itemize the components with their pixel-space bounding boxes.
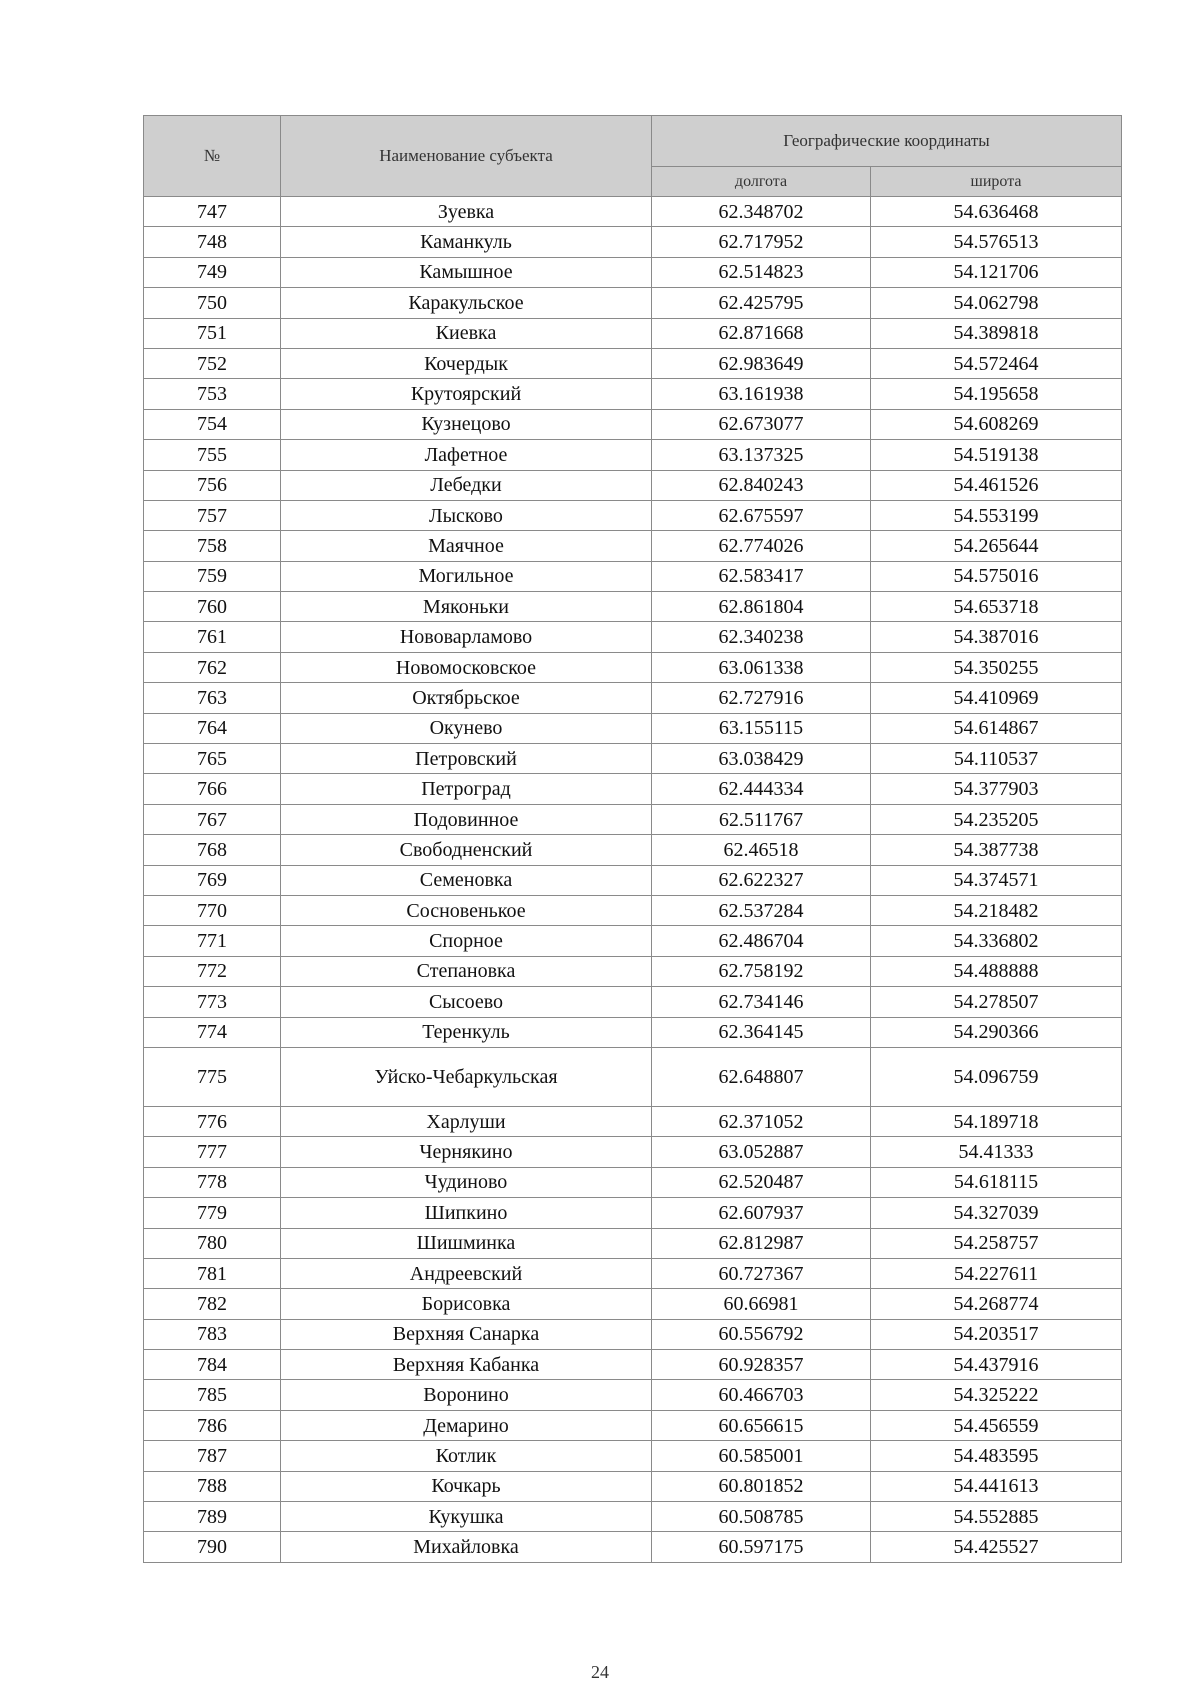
cell-longitude: 62.983649 [652, 348, 871, 378]
cell-number: 758 [144, 531, 281, 561]
cell-longitude: 62.758192 [652, 956, 871, 986]
cell-subject-name: Мяконьки [281, 592, 652, 622]
cell-latitude: 54.608269 [871, 409, 1122, 439]
cell-longitude: 62.340238 [652, 622, 871, 652]
cell-longitude: 62.774026 [652, 531, 871, 561]
cell-latitude: 54.410969 [871, 683, 1122, 713]
cell-subject-name: Октябрьское [281, 683, 652, 713]
table-row [144, 1319, 1122, 1349]
cell-latitude: 54.461526 [871, 470, 1122, 500]
cell-number: 781 [144, 1258, 281, 1288]
table-row [144, 592, 1122, 622]
cell-subject-name: Лафетное [281, 440, 652, 470]
table-row [144, 622, 1122, 652]
cell-subject-name: Петроград [281, 774, 652, 804]
cell-latitude: 54.618115 [871, 1167, 1122, 1197]
cell-longitude: 62.486704 [652, 926, 871, 956]
cell-latitude: 54.41333 [871, 1137, 1122, 1167]
cell-subject-name: Шипкино [281, 1198, 652, 1228]
table-row [144, 835, 1122, 865]
table-body [144, 197, 1122, 1563]
cell-subject-name: Петровский [281, 744, 652, 774]
cell-latitude: 54.653718 [871, 592, 1122, 622]
cell-latitude: 54.227611 [871, 1258, 1122, 1288]
cell-latitude: 54.488888 [871, 956, 1122, 986]
cell-latitude: 54.268774 [871, 1289, 1122, 1319]
cell-latitude: 54.218482 [871, 895, 1122, 925]
cell-latitude: 54.336802 [871, 926, 1122, 956]
cell-longitude: 62.511767 [652, 804, 871, 834]
table-row [144, 318, 1122, 348]
table-row [144, 197, 1122, 227]
table-row [144, 1167, 1122, 1197]
cell-subject-name: Каманкуль [281, 227, 652, 257]
cell-subject-name: Камышное [281, 257, 652, 287]
cell-longitude: 63.038429 [652, 744, 871, 774]
cell-number: 770 [144, 895, 281, 925]
cell-subject-name: Воронино [281, 1380, 652, 1410]
cell-number: 759 [144, 561, 281, 591]
cell-latitude: 54.614867 [871, 713, 1122, 743]
cell-subject-name: Каракульское [281, 288, 652, 318]
cell-latitude: 54.203517 [871, 1319, 1122, 1349]
cell-subject-name: Подовинное [281, 804, 652, 834]
cell-subject-name: Крутоярский [281, 379, 652, 409]
table-row [144, 683, 1122, 713]
cell-number: 747 [144, 197, 281, 227]
cell-latitude: 54.387738 [871, 835, 1122, 865]
cell-number: 748 [144, 227, 281, 257]
cell-number: 789 [144, 1502, 281, 1532]
header-subject-name: Наименование субъекта [281, 116, 652, 197]
cell-number: 749 [144, 257, 281, 287]
cell-subject-name: Сысоево [281, 987, 652, 1017]
table-row [144, 1350, 1122, 1380]
cell-latitude: 54.441613 [871, 1471, 1122, 1501]
table-row [144, 1258, 1122, 1288]
table-row [144, 409, 1122, 439]
cell-number: 775 [144, 1047, 281, 1106]
cell-longitude: 62.537284 [652, 895, 871, 925]
cell-latitude: 54.195658 [871, 379, 1122, 409]
table-row [144, 865, 1122, 895]
cell-latitude: 54.387016 [871, 622, 1122, 652]
table-row [144, 1380, 1122, 1410]
table-row [144, 1410, 1122, 1440]
cell-number: 787 [144, 1441, 281, 1471]
header-geo-coordinates: Географические координаты [652, 116, 1122, 167]
table-row [144, 1017, 1122, 1047]
coordinates-table [143, 115, 1122, 1563]
table-row [144, 379, 1122, 409]
table-row [144, 257, 1122, 287]
cell-subject-name: Зуевка [281, 197, 652, 227]
table-row [144, 1106, 1122, 1136]
cell-longitude: 63.061338 [652, 652, 871, 682]
cell-latitude: 54.483595 [871, 1441, 1122, 1471]
cell-number: 778 [144, 1167, 281, 1197]
cell-number: 790 [144, 1532, 281, 1562]
cell-longitude: 62.717952 [652, 227, 871, 257]
cell-longitude: 62.734146 [652, 987, 871, 1017]
table-header [144, 116, 1122, 197]
cell-longitude: 63.155115 [652, 713, 871, 743]
cell-subject-name: Борисовка [281, 1289, 652, 1319]
cell-number: 763 [144, 683, 281, 713]
cell-latitude: 54.235205 [871, 804, 1122, 834]
table-row [144, 470, 1122, 500]
cell-number: 761 [144, 622, 281, 652]
cell-longitude: 62.444334 [652, 774, 871, 804]
cell-longitude: 60.727367 [652, 1258, 871, 1288]
cell-latitude: 54.377903 [871, 774, 1122, 804]
cell-longitude: 62.727916 [652, 683, 871, 713]
table-row [144, 956, 1122, 986]
cell-latitude: 54.327039 [871, 1198, 1122, 1228]
cell-number: 762 [144, 652, 281, 682]
cell-number: 774 [144, 1017, 281, 1047]
cell-longitude: 62.371052 [652, 1106, 871, 1136]
cell-subject-name: Кочкарь [281, 1471, 652, 1501]
cell-longitude: 63.137325 [652, 440, 871, 470]
cell-longitude: 62.840243 [652, 470, 871, 500]
cell-latitude: 54.552885 [871, 1502, 1122, 1532]
table-row [144, 804, 1122, 834]
table-row [144, 1047, 1122, 1106]
table-row [144, 1502, 1122, 1532]
cell-latitude: 54.576513 [871, 227, 1122, 257]
table-row [144, 348, 1122, 378]
cell-subject-name: Маячное [281, 531, 652, 561]
cell-subject-name: Чернякино [281, 1137, 652, 1167]
cell-subject-name: Свободненский [281, 835, 652, 865]
cell-latitude: 54.258757 [871, 1228, 1122, 1258]
cell-latitude: 54.110537 [871, 744, 1122, 774]
table-row [144, 1228, 1122, 1258]
table-row [144, 774, 1122, 804]
cell-longitude: 62.520487 [652, 1167, 871, 1197]
cell-number: 756 [144, 470, 281, 500]
cell-number: 765 [144, 744, 281, 774]
cell-number: 772 [144, 956, 281, 986]
cell-number: 785 [144, 1380, 281, 1410]
cell-number: 780 [144, 1228, 281, 1258]
table-row [144, 713, 1122, 743]
cell-longitude: 62.861804 [652, 592, 871, 622]
cell-number: 767 [144, 804, 281, 834]
cell-longitude: 62.583417 [652, 561, 871, 591]
table-row [144, 987, 1122, 1017]
table-row [144, 531, 1122, 561]
cell-longitude: 62.675597 [652, 500, 871, 530]
cell-subject-name: Могильное [281, 561, 652, 591]
cell-subject-name: Лебедки [281, 470, 652, 500]
cell-latitude: 54.575016 [871, 561, 1122, 591]
table-row [144, 500, 1122, 530]
cell-longitude: 60.928357 [652, 1350, 871, 1380]
table-row [144, 1198, 1122, 1228]
cell-latitude: 54.278507 [871, 987, 1122, 1017]
table-row [144, 1137, 1122, 1167]
cell-longitude: 60.508785 [652, 1502, 871, 1532]
cell-longitude: 63.052887 [652, 1137, 871, 1167]
cell-number: 777 [144, 1137, 281, 1167]
cell-latitude: 54.572464 [871, 348, 1122, 378]
header-number: № [144, 116, 281, 197]
cell-number: 755 [144, 440, 281, 470]
cell-number: 771 [144, 926, 281, 956]
cell-latitude: 54.121706 [871, 257, 1122, 287]
cell-subject-name: Степановка [281, 956, 652, 986]
cell-latitude: 54.553199 [871, 500, 1122, 530]
table-row [144, 1471, 1122, 1501]
cell-subject-name: Демарино [281, 1410, 652, 1440]
cell-latitude: 54.389818 [871, 318, 1122, 348]
cell-longitude: 60.585001 [652, 1441, 871, 1471]
cell-number: 768 [144, 835, 281, 865]
cell-longitude: 60.656615 [652, 1410, 871, 1440]
cell-subject-name: Андреевский [281, 1258, 652, 1288]
header-latitude: широта [871, 167, 1122, 197]
cell-latitude: 54.425527 [871, 1532, 1122, 1562]
cell-number: 782 [144, 1289, 281, 1319]
cell-subject-name: Уйско-Чебаркульская [281, 1047, 652, 1106]
table-row [144, 1532, 1122, 1562]
cell-latitude: 54.437916 [871, 1350, 1122, 1380]
table-row [144, 744, 1122, 774]
cell-latitude: 54.265644 [871, 531, 1122, 561]
cell-number: 786 [144, 1410, 281, 1440]
cell-longitude: 60.66981 [652, 1289, 871, 1319]
cell-number: 750 [144, 288, 281, 318]
cell-number: 764 [144, 713, 281, 743]
cell-subject-name: Теренкуль [281, 1017, 652, 1047]
cell-number: 784 [144, 1350, 281, 1380]
cell-number: 776 [144, 1106, 281, 1136]
cell-subject-name: Верхняя Санарка [281, 1319, 652, 1349]
cell-longitude: 62.425795 [652, 288, 871, 318]
table-row [144, 652, 1122, 682]
cell-latitude: 54.636468 [871, 197, 1122, 227]
cell-longitude: 62.673077 [652, 409, 871, 439]
cell-longitude: 62.622327 [652, 865, 871, 895]
cell-number: 751 [144, 318, 281, 348]
cell-number: 769 [144, 865, 281, 895]
cell-longitude: 62.514823 [652, 257, 871, 287]
cell-number: 766 [144, 774, 281, 804]
cell-subject-name: Кукушка [281, 1502, 652, 1532]
cell-number: 754 [144, 409, 281, 439]
cell-latitude: 54.325222 [871, 1380, 1122, 1410]
cell-subject-name: Нововарламово [281, 622, 652, 652]
cell-subject-name: Семеновка [281, 865, 652, 895]
cell-number: 783 [144, 1319, 281, 1349]
cell-subject-name: Окунево [281, 713, 652, 743]
table-row [144, 440, 1122, 470]
cell-subject-name: Шишминка [281, 1228, 652, 1258]
cell-subject-name: Лысково [281, 500, 652, 530]
table-row [144, 561, 1122, 591]
cell-number: 779 [144, 1198, 281, 1228]
cell-number: 757 [144, 500, 281, 530]
cell-subject-name: Михайловка [281, 1532, 652, 1562]
cell-subject-name: Спорное [281, 926, 652, 956]
cell-subject-name: Верхняя Кабанка [281, 1350, 652, 1380]
table-row [144, 926, 1122, 956]
cell-number: 760 [144, 592, 281, 622]
cell-subject-name: Котлик [281, 1441, 652, 1471]
cell-number: 752 [144, 348, 281, 378]
cell-subject-name: Новомосковское [281, 652, 652, 682]
page-number: 24 [591, 1662, 609, 1682]
cell-latitude: 54.350255 [871, 652, 1122, 682]
cell-longitude: 62.607937 [652, 1198, 871, 1228]
cell-longitude: 62.648807 [652, 1047, 871, 1106]
cell-subject-name: Харлуши [281, 1106, 652, 1136]
cell-subject-name: Чудиново [281, 1167, 652, 1197]
cell-latitude: 54.290366 [871, 1017, 1122, 1047]
cell-subject-name: Кочердык [281, 348, 652, 378]
cell-longitude: 62.871668 [652, 318, 871, 348]
cell-longitude: 60.801852 [652, 1471, 871, 1501]
cell-subject-name: Кузнецово [281, 409, 652, 439]
cell-number: 753 [144, 379, 281, 409]
table-row [144, 1289, 1122, 1319]
cell-longitude: 62.46518 [652, 835, 871, 865]
cell-subject-name: Сосновенькое [281, 895, 652, 925]
cell-longitude: 60.556792 [652, 1319, 871, 1349]
cell-latitude: 54.062798 [871, 288, 1122, 318]
table-row [144, 895, 1122, 925]
cell-longitude: 62.364145 [652, 1017, 871, 1047]
cell-longitude: 62.348702 [652, 197, 871, 227]
cell-number: 788 [144, 1471, 281, 1501]
cell-longitude: 63.161938 [652, 379, 871, 409]
cell-latitude: 54.189718 [871, 1106, 1122, 1136]
cell-latitude: 54.374571 [871, 865, 1122, 895]
cell-longitude: 60.597175 [652, 1532, 871, 1562]
table-row [144, 227, 1122, 257]
cell-longitude: 62.812987 [652, 1228, 871, 1258]
cell-longitude: 60.466703 [652, 1380, 871, 1410]
cell-subject-name: Киевка [281, 318, 652, 348]
header-longitude: долгота [652, 167, 871, 197]
cell-latitude: 54.519138 [871, 440, 1122, 470]
cell-latitude: 54.096759 [871, 1047, 1122, 1106]
cell-number: 773 [144, 987, 281, 1017]
table-row [144, 288, 1122, 318]
table-row [144, 1441, 1122, 1471]
cell-latitude: 54.456559 [871, 1410, 1122, 1440]
